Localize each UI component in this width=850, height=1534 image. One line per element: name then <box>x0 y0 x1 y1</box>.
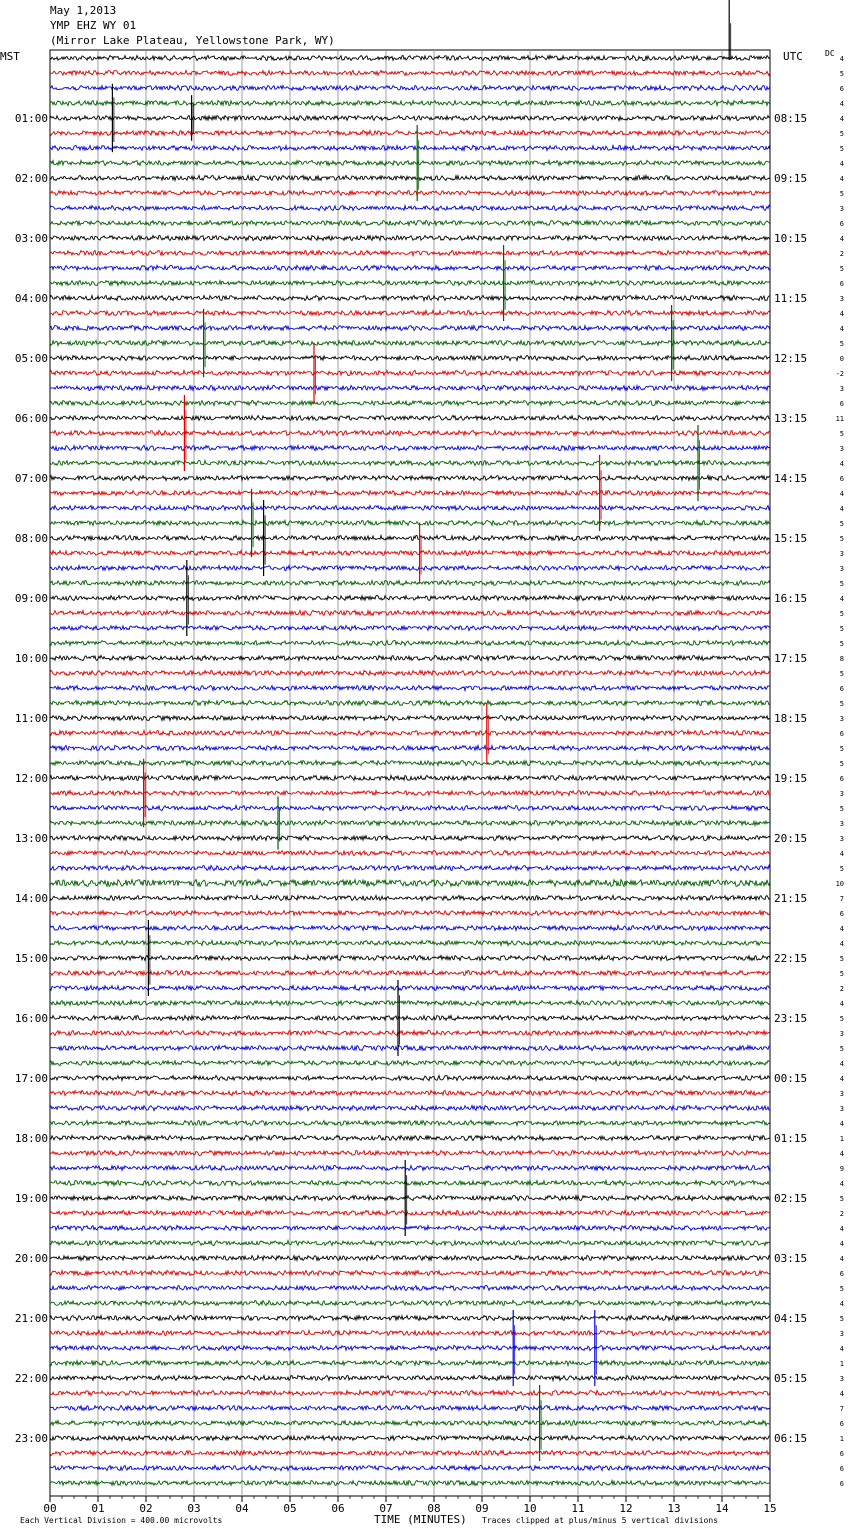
right-hour-label: 16:15 <box>774 592 808 605</box>
trace-line <box>50 791 770 796</box>
right-hour-label: 17:15 <box>774 652 808 665</box>
trace-line <box>50 970 770 975</box>
dc-offset-label: 2 <box>839 985 844 993</box>
right-hour-label: 10:15 <box>774 232 808 245</box>
dc-label: DC <box>825 49 835 58</box>
left-hour-label: 11:00 <box>14 712 48 725</box>
trace-line <box>50 85 770 90</box>
dc-offset-label: 5 <box>839 640 844 648</box>
dc-offset-label: 6 <box>839 400 844 408</box>
trace-line <box>50 265 770 270</box>
right-hour-label: 12:15 <box>774 352 808 365</box>
dc-offset-label: 6 <box>839 775 844 783</box>
dc-offset-label: 4 <box>839 1060 844 1068</box>
dc-offset-label: 5 <box>839 1195 844 1203</box>
dc-offset-label: 4 <box>839 160 844 168</box>
dc-offset-label: 1 <box>839 1360 844 1368</box>
trace-line <box>50 641 770 646</box>
left-hour-label: 09:00 <box>14 592 48 605</box>
x-tick-label: 04 <box>235 1502 249 1515</box>
dc-offset-label: 3 <box>839 1330 844 1338</box>
dc-offset-label: 4 <box>839 505 844 513</box>
trace-line <box>50 251 770 256</box>
trace-line <box>50 671 770 676</box>
trace-line <box>50 145 770 150</box>
dc-offset-label: 4 <box>839 460 844 468</box>
trace-line <box>50 986 770 991</box>
dc-offset-label: 3 <box>839 790 844 798</box>
trace-line <box>50 1301 770 1306</box>
dc-offset-label: 5 <box>839 535 844 543</box>
dc-offset-label: 9 <box>839 1165 844 1173</box>
left-hour-label: 23:00 <box>14 1432 48 1445</box>
right-hour-label: 18:15 <box>774 712 808 725</box>
trace-line <box>50 1315 770 1320</box>
dc-offset-label: 4 <box>839 115 844 123</box>
trace-line <box>50 506 770 511</box>
trace-line <box>50 1226 770 1231</box>
right-hour-label: 08:15 <box>774 112 808 125</box>
right-hour-label: 04:15 <box>774 1312 808 1325</box>
left-hour-label: 01:00 <box>14 112 48 125</box>
dc-offset-label: 4 <box>839 925 844 933</box>
trace-line <box>50 281 770 286</box>
dc-offset-label: 6 <box>839 910 844 918</box>
right-hour-label: 22:15 <box>774 952 808 965</box>
x-tick-label: 05 <box>283 1502 297 1515</box>
x-tick-label: 07 <box>379 1502 393 1515</box>
left-hour-label: 03:00 <box>14 232 48 245</box>
left-hour-label: 06:00 <box>14 412 48 425</box>
trace-line <box>50 940 770 945</box>
trace-line <box>50 130 770 135</box>
trace-line <box>50 1075 770 1080</box>
right-hour-label: 21:15 <box>774 892 808 905</box>
trace-line <box>50 610 770 615</box>
left-hour-label: 07:00 <box>14 472 48 485</box>
dc-offset-label: 8 <box>839 655 844 663</box>
dc-offset-label: 6 <box>839 1270 844 1278</box>
dc-offset-label: 5 <box>839 805 844 813</box>
dc-offset-label: 4 <box>839 1345 844 1353</box>
dc-offset-label: 2 <box>839 250 844 258</box>
trace-line <box>50 295 770 300</box>
trace-line <box>50 1061 770 1066</box>
dc-offset-label: 6 <box>839 220 844 228</box>
trace-line <box>50 1046 770 1051</box>
trace-line <box>50 415 770 420</box>
trace-line <box>50 370 770 375</box>
x-tick-label: 12 <box>619 1502 633 1515</box>
dc-offset-label: 4 <box>839 1240 844 1248</box>
right-hour-label: 03:15 <box>774 1252 808 1265</box>
left-hour-label: 19:00 <box>14 1192 48 1205</box>
dc-offset-label: 5 <box>839 580 844 588</box>
dc-offset-label: 3 <box>839 820 844 828</box>
right-hour-label: 14:15 <box>774 472 808 485</box>
dc-offset-label: 2 <box>839 1210 844 1218</box>
trace-line <box>50 236 770 241</box>
dc-offset-label: 5 <box>839 340 844 348</box>
dc-offset-label: 5 <box>839 430 844 438</box>
trace-line <box>50 656 770 661</box>
dc-offset-label: 6 <box>839 280 844 288</box>
dc-offset-label: 5 <box>839 970 844 978</box>
trace-line <box>50 430 770 435</box>
trace-line <box>50 340 770 345</box>
dc-offset-label: 5 <box>839 700 844 708</box>
trace-line <box>50 715 770 720</box>
dc-offset-label: 4 <box>839 325 844 333</box>
trace-line <box>50 70 770 75</box>
trace-line <box>50 356 770 361</box>
left-hour-label: 05:00 <box>14 352 48 365</box>
dc-offset-label: 5 <box>839 145 844 153</box>
trace-line <box>50 205 770 210</box>
dc-offset-label: 4 <box>839 1150 844 1158</box>
dc-offset-label: 1 <box>839 1435 844 1443</box>
dc-offset-label: 3 <box>839 1105 844 1113</box>
trace-line <box>50 700 770 705</box>
trace-line <box>50 1196 770 1201</box>
right-hour-label: 19:15 <box>774 772 808 785</box>
left-hour-label: 04:00 <box>14 292 48 305</box>
dc-offset-label: 5 <box>839 760 844 768</box>
dc-offset-label: 5 <box>839 265 844 273</box>
trace-line <box>50 116 770 121</box>
dc-offset-label: 3 <box>839 1090 844 1098</box>
trace-line <box>50 1436 770 1441</box>
trace-line <box>50 1166 770 1171</box>
left-hour-label: 21:00 <box>14 1312 48 1325</box>
dc-offset-label: 5 <box>839 955 844 963</box>
dc-offset-label: 7 <box>839 1405 844 1413</box>
trace-line <box>50 1150 770 1155</box>
dc-offset-label: 6 <box>839 730 844 738</box>
trace-line <box>50 400 770 405</box>
dc-offset-label: 1 <box>839 1135 844 1143</box>
dc-offset-label: -2 <box>835 370 844 378</box>
dc-offset-label: 4 <box>839 1180 844 1188</box>
dc-offset-label: 4 <box>839 595 844 603</box>
footer-scale: Each Vertical Division = 400.00 microvolts <box>20 1516 223 1525</box>
trace-line <box>50 1376 770 1381</box>
trace-line <box>50 1405 770 1410</box>
dc-offset-label: 4 <box>839 175 844 183</box>
x-axis-label: TIME (MINUTES) <box>374 1513 467 1526</box>
dc-offset-label: 5 <box>839 1315 844 1323</box>
dc-offset-label: 5 <box>839 70 844 78</box>
clip-note: Traces clipped at plus/minus 5 vertical divisions <box>482 1516 719 1525</box>
left-hour-label: 20:00 <box>14 1252 48 1265</box>
dc-offset-label: 0 <box>839 355 844 363</box>
trace-line <box>50 325 770 330</box>
trace-line <box>50 580 770 585</box>
trace-line <box>50 491 770 496</box>
left-hour-label: 15:00 <box>14 952 48 965</box>
trace-line <box>50 1015 770 1020</box>
right-hour-label: 11:15 <box>774 292 808 305</box>
dc-offset-label: 5 <box>839 670 844 678</box>
right-hour-label: 09:15 <box>774 172 808 185</box>
dc-offset-label: 3 <box>839 835 844 843</box>
trace-line <box>50 520 770 525</box>
trace-line <box>50 311 770 316</box>
trace-line <box>50 1465 770 1470</box>
right-hour-label: 06:15 <box>774 1432 808 1445</box>
trace-line <box>50 1180 770 1185</box>
left-hour-label: 14:00 <box>14 892 48 905</box>
trace-line <box>50 445 770 450</box>
dc-offset-label: 5 <box>839 865 844 873</box>
trace-line <box>50 536 770 541</box>
dc-offset-label: 4 <box>839 850 844 858</box>
header-date: May 1,2013 <box>50 4 117 17</box>
right-hour-label: 02:15 <box>774 1192 808 1205</box>
trace-line <box>50 596 770 601</box>
dc-offset-label: 6 <box>839 685 844 693</box>
trace-line <box>50 685 770 690</box>
dc-offset-label: 3 <box>839 1030 844 1038</box>
dc-offset-label: 7 <box>839 895 844 903</box>
dc-offset-label: 11 <box>835 415 844 423</box>
trace-line <box>50 1345 770 1350</box>
right-hour-label: 00:15 <box>774 1072 808 1085</box>
x-tick-label: 15 <box>763 1502 777 1515</box>
left-hour-label: 02:00 <box>14 172 48 185</box>
x-tick-label: 06 <box>331 1502 345 1515</box>
right-hour-label: 15:15 <box>774 532 808 545</box>
trace-line <box>50 626 770 631</box>
dc-offset-label: 5 <box>839 625 844 633</box>
left-hour-label: 18:00 <box>14 1132 48 1145</box>
trace-line <box>50 731 770 736</box>
trace-line <box>50 1240 770 1245</box>
right-hour-label: 13:15 <box>774 412 808 425</box>
right-hour-label: 20:15 <box>774 832 808 845</box>
trace-line <box>50 880 770 887</box>
dc-offset-label: 3 <box>839 295 844 303</box>
x-tick-label: 03 <box>187 1502 201 1515</box>
dc-offset-label: 3 <box>839 205 844 213</box>
x-tick-label: 00 <box>43 1502 57 1515</box>
trace-line <box>50 1390 770 1395</box>
dc-offset-label: 4 <box>839 1075 844 1083</box>
label-layer <box>0 49 844 1526</box>
trace-line <box>50 806 770 811</box>
trace-line <box>50 776 770 781</box>
dc-offset-label: 6 <box>839 475 844 483</box>
dc-offset-label: 6 <box>839 1465 844 1473</box>
trace-line <box>50 1105 770 1110</box>
dc-offset-label: 4 <box>839 310 844 318</box>
trace-line <box>50 1421 770 1426</box>
dc-offset-label: 4 <box>839 235 844 243</box>
trace-line <box>50 1271 770 1276</box>
dc-offset-label: 4 <box>839 1225 844 1233</box>
dc-offset-label: 5 <box>839 1045 844 1053</box>
dc-offset-label: 3 <box>839 550 844 558</box>
trace-line <box>50 56 770 61</box>
trace-line <box>50 100 770 105</box>
left-hour-label: 13:00 <box>14 832 48 845</box>
trace-line <box>50 910 770 915</box>
dc-offset-label: 4 <box>839 100 844 108</box>
x-tick-label: 13 <box>667 1502 681 1515</box>
trace-line <box>50 460 770 465</box>
left-timezone-label: MST <box>0 50 20 63</box>
x-tick-label: 10 <box>523 1502 537 1515</box>
dc-offset-label: 3 <box>839 565 844 573</box>
trace-line <box>50 1135 770 1140</box>
trace-line <box>50 1286 770 1291</box>
trace-line <box>50 821 770 826</box>
dc-offset-label: 4 <box>839 1120 844 1128</box>
dc-offset-label: 4 <box>839 940 844 948</box>
header-station: YMP EHZ WY 01 <box>50 19 137 32</box>
dc-offset-label: 4 <box>839 1000 844 1008</box>
dc-offset-label: 6 <box>839 1480 844 1488</box>
x-tick-label: 01 <box>91 1502 105 1515</box>
trace-line <box>50 191 770 196</box>
x-tick-label: 08 <box>427 1502 441 1515</box>
x-tick-label: 11 <box>571 1502 585 1515</box>
trace-line <box>50 1090 770 1095</box>
dc-offset-label: 5 <box>839 520 844 528</box>
trace-line <box>50 1120 770 1125</box>
x-tick-label: 02 <box>139 1502 153 1515</box>
dc-offset-label: 4 <box>839 1390 844 1398</box>
left-hour-label: 12:00 <box>14 772 48 785</box>
dc-offset-label: 5 <box>839 745 844 753</box>
left-hour-label: 16:00 <box>14 1012 48 1025</box>
trace-line <box>50 475 770 480</box>
dc-offset-label: 5 <box>839 1285 844 1293</box>
trace-line <box>50 850 770 855</box>
dc-offset-label: 10 <box>835 880 844 888</box>
right-timezone-label: UTC <box>783 50 803 63</box>
dc-offset-label: 6 <box>839 85 844 93</box>
trace-line <box>50 1255 770 1260</box>
trace-line <box>50 745 770 750</box>
dc-offset-label: 5 <box>839 610 844 618</box>
trace-line <box>50 220 770 225</box>
left-hour-label: 17:00 <box>14 1072 48 1085</box>
trace-line <box>50 895 770 900</box>
trace-line <box>50 1330 770 1335</box>
trace-line <box>50 1360 770 1365</box>
right-hour-label: 01:15 <box>774 1132 808 1145</box>
trace-line <box>50 955 770 960</box>
right-hour-label: 23:15 <box>774 1012 808 1025</box>
trace-line <box>50 1001 770 1006</box>
dc-offset-label: 3 <box>839 715 844 723</box>
dc-offset-label: 4 <box>839 55 844 63</box>
trace-line <box>50 836 770 841</box>
dc-offset-label: 4 <box>839 1300 844 1308</box>
trace-layer <box>50 56 770 1486</box>
left-hour-label: 08:00 <box>14 532 48 545</box>
dc-offset-label: 4 <box>839 490 844 498</box>
trace-line <box>50 761 770 766</box>
trace-line <box>50 385 770 390</box>
dc-offset-label: 6 <box>839 1420 844 1428</box>
trace-line <box>50 160 770 165</box>
right-hour-label: 05:15 <box>774 1372 808 1385</box>
left-hour-label: 10:00 <box>14 652 48 665</box>
dc-offset-label: 3 <box>839 445 844 453</box>
dc-offset-label: 3 <box>839 385 844 393</box>
left-hour-label: 22:00 <box>14 1372 48 1385</box>
dc-offset-label: 3 <box>839 1375 844 1383</box>
trace-line <box>50 551 770 556</box>
dc-offset-label: 6 <box>839 1450 844 1458</box>
trace-line <box>50 925 770 930</box>
trace-line <box>50 1451 770 1456</box>
trace-line <box>50 866 770 871</box>
dc-offset-label: 5 <box>839 190 844 198</box>
trace-line <box>50 566 770 571</box>
dc-offset-label: 5 <box>839 130 844 138</box>
trace-line <box>50 1481 770 1486</box>
x-tick-label: 14 <box>715 1502 729 1515</box>
trace-line <box>50 1210 770 1215</box>
trace-line <box>50 1031 770 1036</box>
trace-line <box>50 175 770 180</box>
dc-offset-label: 5 <box>839 1015 844 1023</box>
x-tick-label: 09 <box>475 1502 489 1515</box>
dc-offset-label: 4 <box>839 1255 844 1263</box>
header-location: (Mirror Lake Plateau, Yellowstone Park, WY) <box>50 34 335 47</box>
